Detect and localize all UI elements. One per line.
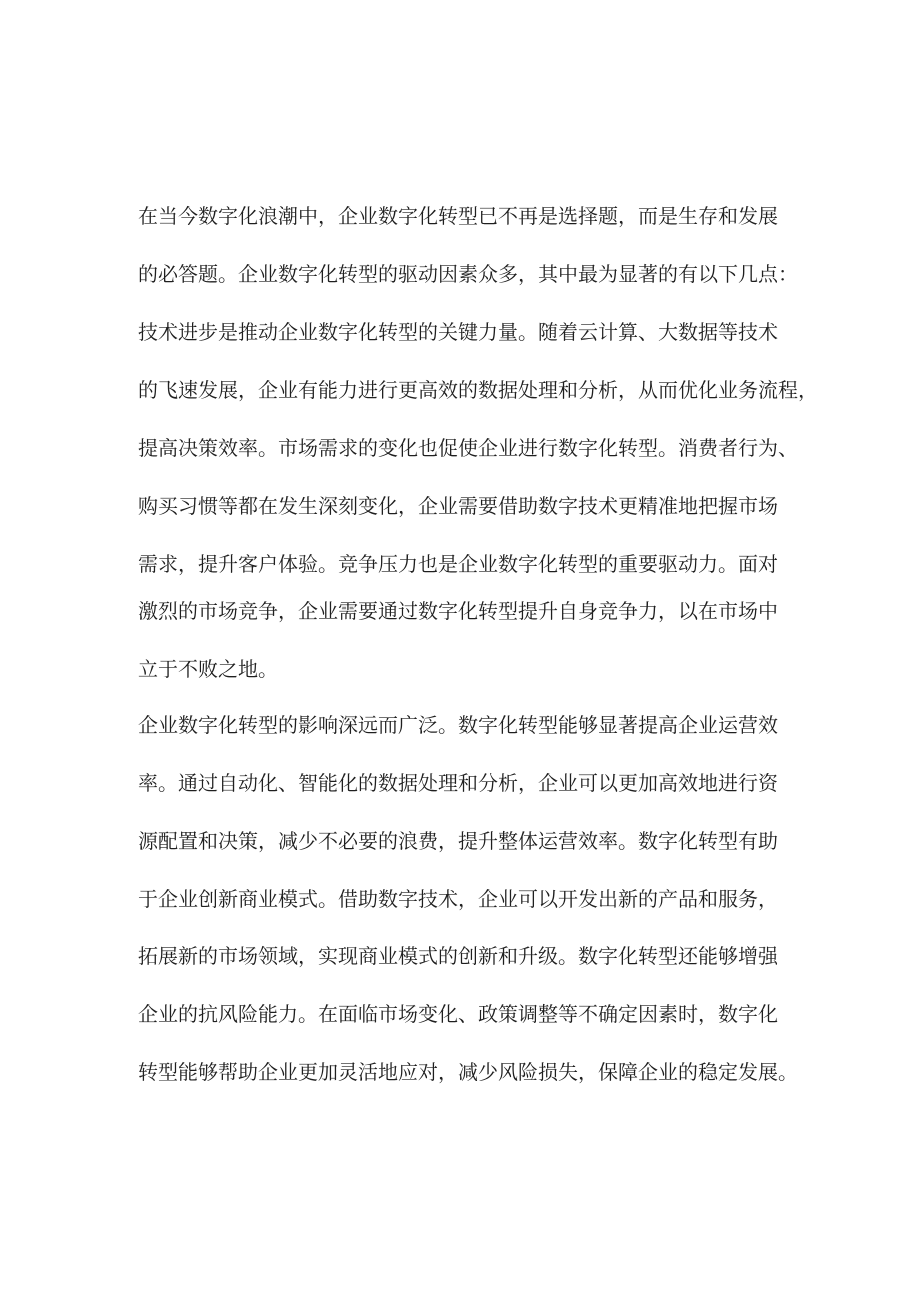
text-line: 拓展新的市场领域，实现商业模式的创新和升级。数字化转型还能够增强	[138, 944, 778, 968]
text-line: 在当今数字化浪潮中，企业数字化转型已不再是选择题，而是生存和发展	[138, 204, 778, 228]
text-line: 于企业创新商业模式。借助数字技术，企业可以开发出新的产品和服务，	[138, 887, 778, 911]
text-line: 企业数字化转型的影响深远而广泛。数字化转型能够显著提高企业运营效	[138, 713, 778, 737]
text-line: 转型能够帮助企业更加灵活地应对，减少风险损失，保障企业的稳定发展。	[138, 1060, 798, 1084]
text-line: 源配置和决策，减少不必要的浪费，提升整体运营效率。数字化转型有助	[138, 829, 778, 853]
text-line: 购买习惯等都在发生深刻变化，企业需要借助数字技术更精准地把握市场	[138, 494, 778, 518]
text-line: 的必答题。企业数字化转型的驱动因素众多，其中最为显著的有以下几点：	[138, 262, 798, 286]
text-line: 率。通过自动化、智能化的数据处理和分析，企业可以更加高效地进行资	[138, 771, 778, 795]
text-line: 需求，提升客户体验。竞争压力也是企业数字化转型的重要驱动力。面对	[138, 552, 778, 576]
text-line: 激烈的市场竞争，企业需要通过数字化转型提升自身竞争力，以在市场中	[138, 599, 778, 623]
text-line: 提高决策效率。市场需求的变化也促使企业进行数字化转型。消费者行为、	[138, 436, 798, 460]
text-line: 的飞速发展，企业有能力进行更高效的数据处理和分析，从而优化业务流程，	[138, 378, 818, 402]
text-line: 技术进步是推动企业数字化转型的关键力量。随着云计算、大数据等技术	[138, 320, 778, 344]
text-line: 企业的抗风险能力。在面临市场变化、政策调整等不确定因素时，数字化	[138, 1002, 778, 1026]
text-line: 立于不败之地。	[138, 657, 278, 681]
